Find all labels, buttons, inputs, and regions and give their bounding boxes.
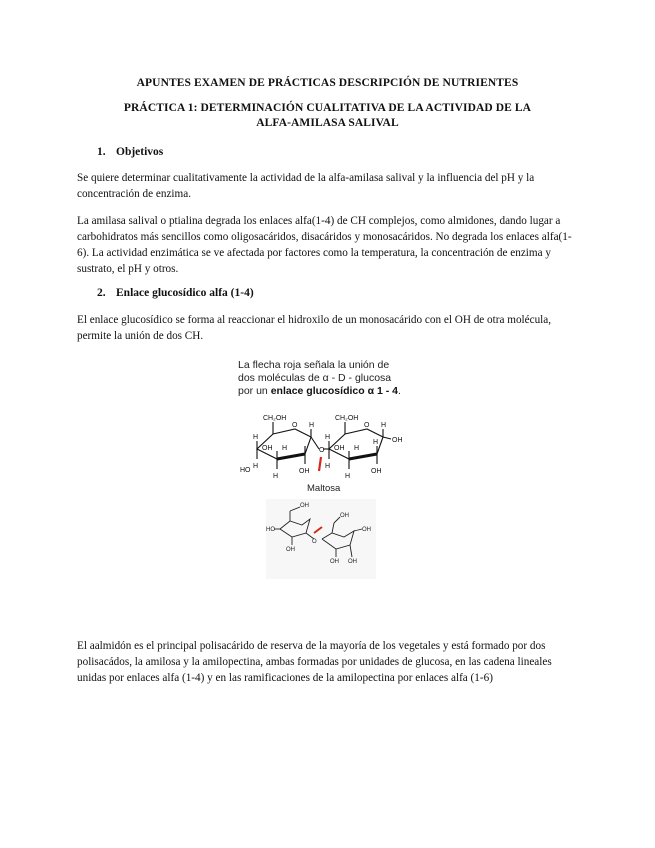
paragraph-enlace: El enlace glucosídico se forma al reaccionar el hidroxilo de un monosacárido con el OH de otra molécula, permite la unión de dos CH. (77, 314, 552, 342)
h-label: H (373, 439, 379, 446)
figure-caption (238, 359, 401, 398)
caption-line: dos moléculas de α - D - glucosa (238, 372, 392, 384)
caption-text: . (397, 385, 401, 397)
practice-title (0, 101, 655, 131)
h-label: H (253, 434, 259, 441)
practice-title-line2: ALFA-AMILASA SALIVAL (256, 117, 399, 129)
ho-label: HO (240, 467, 251, 474)
h-label: H (381, 422, 387, 429)
oh-label: OH (299, 468, 310, 475)
link-oxygen-label: O (312, 539, 317, 545)
ch2oh-label: CH₂OH (335, 415, 359, 422)
document-title: APUNTES EXAMEN DE PRÁCTICAS DESCRIPCIÓN DE NUTRIENTES (136, 77, 519, 89)
oh-label: OH (371, 468, 382, 475)
oh-label: OH (340, 513, 349, 519)
practice-title-line1: PRÁCTICA 1: DETERMINACIÓN CUALITATIVA DE LA ACTIVIDAD DE LA (123, 102, 532, 114)
oh-label: OH (286, 547, 295, 553)
section-heading-objetivos (97, 146, 163, 158)
paragraph-amilasa: La amilasa salival o ptialina degrada los enlaces alfa(1-4) de CH complejos, como almidones, dando lugar a carbohidratos más sencillos como oligosacáridos, disacáridos y monosacáridos. No degrada los enlaces alfa(1-6). La actividad enzimática se ve afectada por factores como la temperatura, la concentración de enzima y sustrato, el pH y otros. (77, 215, 572, 275)
caption-line: La flecha roja señala la unión de (238, 359, 390, 371)
oh-label: OH (392, 437, 403, 444)
caption-line (238, 385, 401, 398)
h-label: H (325, 463, 331, 470)
ho-label: HO (266, 527, 275, 533)
oh-label: OH (262, 445, 273, 452)
section-title: Enlace glucosídico alfa (1-4) (116, 287, 254, 299)
maltose-chair-diagram (266, 499, 376, 579)
section-heading-enlace (97, 287, 254, 299)
h-label: H (273, 473, 279, 480)
link-oxygen-label: O (319, 447, 325, 454)
h-label: H (325, 434, 331, 441)
oh-label: OH (362, 527, 371, 533)
section-number: 2. (97, 287, 106, 299)
paragraph-objective: Se quiere determinar cualitativamente la actividad de la alfa-amilasa salival y la influencia del pH y la concentración de enzima. (77, 172, 535, 200)
maltose-figure (233, 357, 433, 577)
section-number: 1. (97, 146, 106, 158)
h-label: H (309, 422, 315, 429)
molecule-name: Maltosa (307, 483, 341, 494)
section-title: Objetivos (116, 146, 164, 158)
oh-label: OH (348, 559, 357, 565)
oh-label: OH (330, 559, 339, 565)
caption-text: por un (238, 385, 271, 397)
paragraph-almidon: El aalmidón es el principal polisacárido de reserva de la mayoría de los vegetales y está formado por dos polisacádos, la amilosa y la amilopectina, ambas formadas por unidades de glucosa, en las cadena lineales unidas por enlaces alfa (1-4) y en las ramificaciones de la amilopectina por enlaces alfa (1-6) (77, 640, 552, 684)
h-label: H (282, 445, 288, 452)
ring-oxygen-label: O (292, 422, 298, 429)
h-label: H (354, 445, 360, 452)
oh-label: OH (300, 503, 309, 509)
ring-oxygen-label: O (364, 422, 370, 429)
h-label: H (253, 463, 259, 470)
red-bond-arrow (319, 457, 321, 471)
ch2oh-label: CH₂OH (263, 415, 287, 422)
h-label: H (345, 473, 351, 480)
caption-bold: enlace glucosídico α 1 - 4 (270, 385, 398, 397)
oh-label: OH (334, 445, 345, 452)
